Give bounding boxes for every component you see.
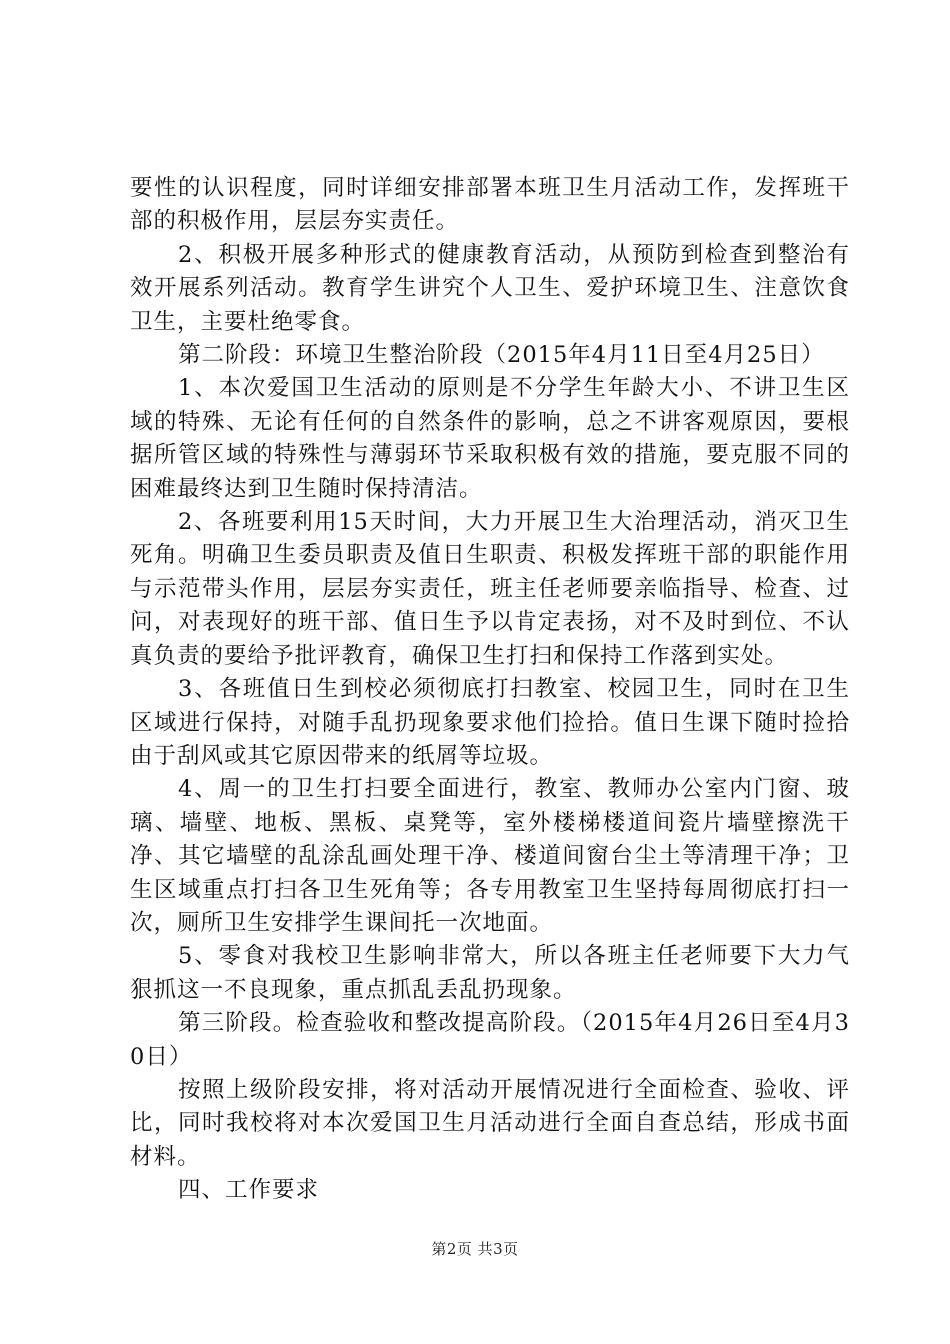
document-body (130, 172, 850, 1208)
paragraph-5: 2、各班要利用15天时间，大力开展卫生大治理活动，消灭卫生死角。明确卫生委员职责及值日生职责、积极发挥班干部的职能作用与示范带头作用，层层夯实责任，班主任老师要亲临指导、检查、过问，对表现好的班干部、值日生予以肯定表扬，对不及时到位、不认真负责的要给予批评教育，确保卫生打扫和保持工作落到实处。 (130, 509, 850, 669)
work-requirements-heading: 四、工作要求 (178, 1177, 320, 1204)
paragraph-10: 按照上级阶段安排，将对活动开展情况进行全面检查、验收、评比，同时我校将对本次爱国卫生月活动进行全面自查总结，形成书面材料。 (130, 1076, 850, 1170)
page-footer: 第2页 共3页 (431, 1240, 519, 1258)
paragraph-6: 3、各班值日生到校必须彻底打扫教室、校园卫生，同时在卫生区域进行保持，对随手乱扔现象要求他们捡拾。值日生课下随时捡拾由于刮风或其它原因带来的纸屑等垃圾。 (130, 676, 850, 769)
paragraph-7: 4、周一的卫生打扫要全面进行，教室、教师办公室内门窗、玻璃、墙壁、地板、黑板、桌凳等，室外楼梯楼道间瓷片墙壁擦洗干净、其它墙壁的乱涂乱画处理干净、楼道间窗台尘土等清理干净；卫生区域重点打扫各卫生死角等；各专用教室卫生坚持每周彻底打扫一次，厕所卫生安排学生课间托一次地面。 (130, 776, 850, 936)
stage-three-heading: 第三阶段。检查验收和整改提高阶段。（2015年4月26日至4月30日） (130, 1010, 850, 1070)
paragraph-8: 5、零食对我校卫生影响非常大，所以各班主任老师要下大力气狠抓这一不良现象，重点抓乱丢乱扔现象。 (130, 943, 850, 1003)
stage-two-heading: 第二阶段：环境卫生整治阶段（2015年4月11日至4月25日） (178, 342, 825, 369)
paragraph-2: 2、积极开展多种形式的健康教育活动，从预防到检查到整治有效开展系列活动。教育学生讲究个人卫生、爱护环境卫生、注意饮食卫生，主要杜绝零食。 (130, 241, 850, 335)
paragraph-4: 1、本次爱国卫生活动的原则是不分学生年龄大小、不讲卫生区域的特殊、无论有任何的自然条件的影响，总之不讲客观原因，要根据所管区域的特殊性与薄弱环节采取积极有效的措施，要克服不同的困难最终达到卫生随时保持清洁。 (130, 375, 850, 502)
paragraph-1: 要性的认识程度，同时详细安排部署本班卫生月活动工作，发挥班干部的积极作用，层层夯实责任。 (130, 175, 850, 235)
